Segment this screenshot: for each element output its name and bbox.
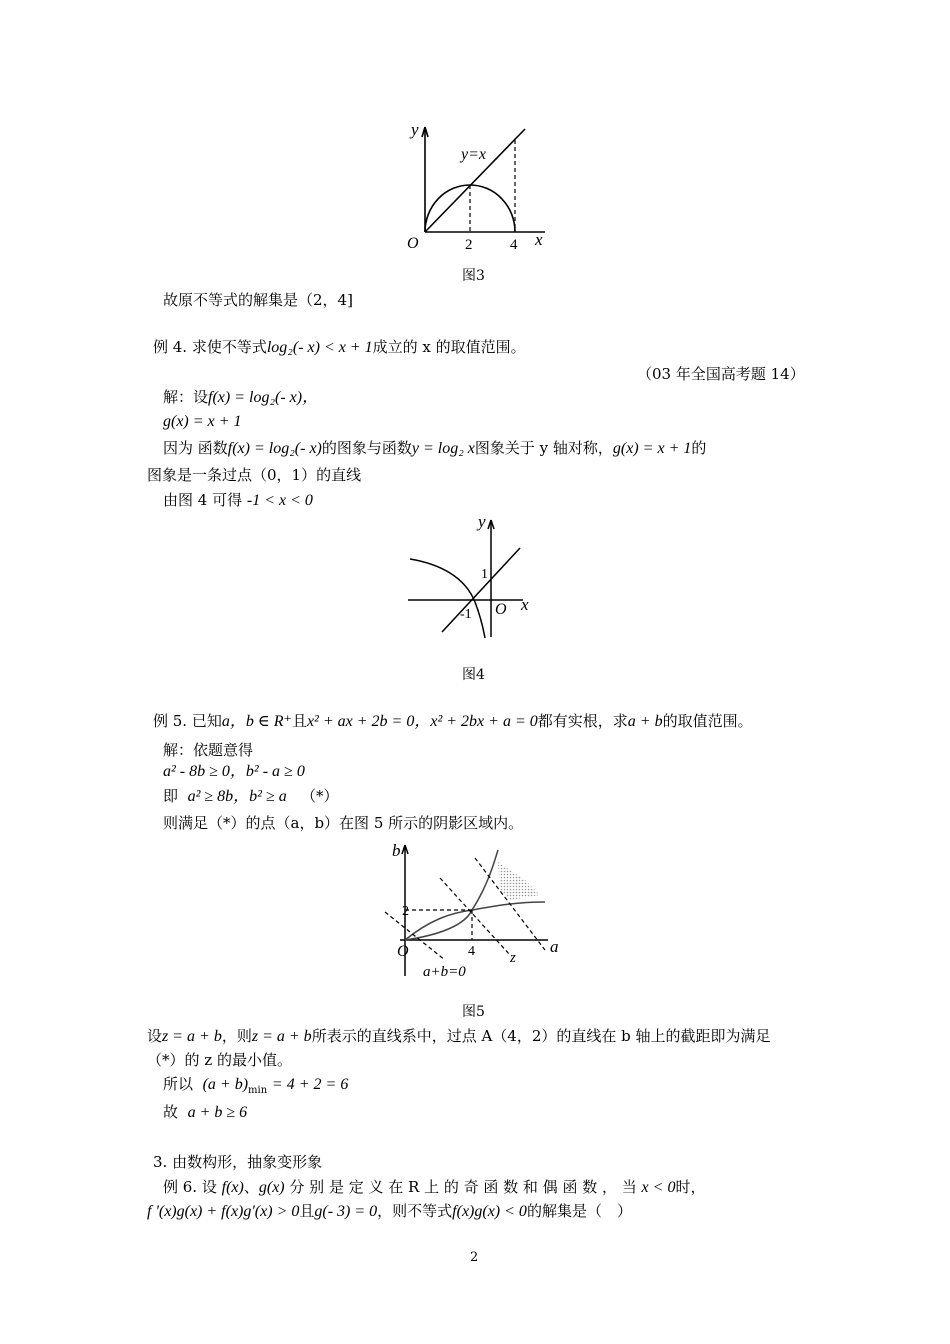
ex4-because-a: 因为 函数 <box>163 439 228 457</box>
fig4-origin: O <box>495 601 507 618</box>
fig5-tick-4: 4 <box>468 944 475 959</box>
ex5-prefix: 例 5. 已知 <box>153 712 222 730</box>
ex5-suffix-b: 的取值范围。 <box>662 712 753 730</box>
ex6-d: 且 <box>299 1202 315 1220</box>
ex4-sol-label: 解：设 <box>163 388 209 406</box>
z-para-z1: z = a + b <box>162 1028 222 1045</box>
page-number: 2 <box>470 1250 479 1265</box>
ex6-b: 分 别 是 定 义 在 R 上 的 奇 函 数 和 偶 函 数 ， 当 <box>289 1178 637 1196</box>
ex6-g3: g(- 3) = 0 <box>314 1203 378 1220</box>
solution-set-line: 故原不等式的解集是（2，4] <box>163 291 353 309</box>
ex4-solution-f <box>163 387 318 408</box>
ex5-eq2: x² + 2bx + a = 0 <box>430 713 538 730</box>
z-para-min-sub: min <box>248 1085 268 1096</box>
ex6-c: 时， <box>675 1178 706 1196</box>
z-para-line1 <box>147 1026 771 1047</box>
ex5-ji: 即 <box>163 787 179 805</box>
ex5-ab: a，b ∈ R⁺ <box>221 713 292 730</box>
example6-line1 <box>163 1177 705 1198</box>
fig3-x-label: x <box>535 230 543 249</box>
ex5-sol: 解：依题意得 <box>163 741 254 759</box>
ex4-because-d: 的 <box>691 439 707 457</box>
ex4-source: （03 年全国高考题 14） <box>637 365 805 383</box>
ex6-expr: f '(x)g(x) + f(x)g'(x) > 0 <box>147 1203 300 1220</box>
fig3-origin: O <box>407 235 419 252</box>
ex4-because-y: y = log₂ x <box>411 440 475 457</box>
fig5-origin: O <box>397 943 409 960</box>
figure4-caption: 图4 <box>462 667 485 683</box>
z-para-b: ，则 <box>221 1027 252 1045</box>
z-para-line2: （*）的 z 的最小值。 <box>147 1051 292 1069</box>
fig3-tick-2: 2 <box>465 237 473 253</box>
ex6-fx: f(x) <box>221 1179 244 1196</box>
fig5-a-label: a <box>550 937 559 956</box>
section3-heading: 3. 由数构形，抽象变形象 <box>153 1153 323 1171</box>
ex4-because-g: g(x) = x + 1 <box>612 440 692 457</box>
ex6-a: 例 6. 设 <box>163 1178 217 1196</box>
fig5-b-label: b <box>392 841 401 860</box>
ex4-because-b: 的图象与函数 <box>321 439 412 457</box>
ex6-gx: g(x) <box>258 1179 285 1196</box>
ex4-line2: 图象是一条过点（0，1）的直线 <box>147 466 362 484</box>
ex4-inequality: log₂(- x) < x + 1 <box>266 339 373 356</box>
figure-4 <box>405 512 545 647</box>
example6-line2 <box>147 1201 632 1222</box>
fig5-line-2 <box>440 878 510 955</box>
z-para-therefore: 故 <box>163 1103 179 1121</box>
z-para-min-expr: (a + b) <box>202 1076 249 1093</box>
ex6-f: 的解集是（ ） <box>526 1202 632 1220</box>
ex4-solution-g: g(x) = x + 1 <box>163 413 242 430</box>
ex5-eq1: x² + ax + 2b = 0， <box>306 713 431 730</box>
ex4-because-f: f(x) = log₂(- x) <box>227 440 322 457</box>
figure5-caption: 图5 <box>462 1004 485 1020</box>
fig4-one: 1 <box>481 567 488 582</box>
fig5-tick-2: 2 <box>402 904 409 919</box>
figure-5 <box>380 840 580 985</box>
ex5-suffix-a: 都有实根，求 <box>537 712 628 730</box>
z-para-z2: z = a + b <box>251 1028 312 1045</box>
figure-3 <box>395 115 555 260</box>
fig3-tick-4: 4 <box>510 237 518 253</box>
fig3-line-label: y=x <box>461 146 486 163</box>
fig5-curve-b2-eq-a <box>405 902 545 940</box>
ex4-suffix: 成立的 x 的取值范围。 <box>372 338 526 356</box>
fig4-minus-one: -1 <box>460 607 472 622</box>
ex5-cond: a² - 8b ≥ 0，b² - a ≥ 0 <box>163 763 305 780</box>
example4-statement <box>153 337 526 358</box>
z-para-min <box>163 1074 348 1101</box>
ex6-e: ，则不等式 <box>377 1202 453 1220</box>
z-para-c: 所表示的直线系中，过点 A（4，2）的直线在 b 轴上的截距即为满足 <box>311 1027 771 1045</box>
z-para-result <box>163 1102 247 1123</box>
ex6-sep: 、 <box>243 1178 259 1196</box>
ex5-then: 则满足（*）的点（a，b）在图 5 所示的阴影区域内。 <box>163 814 524 832</box>
ex5-and: 且 <box>291 712 307 730</box>
fig3-line-y-eq-x <box>425 129 525 232</box>
ex6-ineq: f(x)g(x) < 0 <box>452 1203 527 1220</box>
fig5-shaded-region <box>498 862 540 900</box>
fig5-line-label: a+b=0 <box>423 964 466 980</box>
z-para-min-val: = 4 + 2 = 6 <box>271 1076 349 1093</box>
ex4-sol-f: f(x) = log₂(- x)， <box>208 389 319 406</box>
z-para-so: 所以 <box>163 1075 194 1093</box>
ex4-prefix: 例 4. 求使不等式 <box>153 338 267 356</box>
ex4-conclusion-b: -1 < x < 0 <box>246 492 313 509</box>
ex5-apb: a + b <box>627 713 663 730</box>
z-para-a: 设 <box>147 1027 163 1045</box>
ex4-because-c: 图象关于 y 轴对称， <box>474 439 613 457</box>
fig3-y-label: y <box>411 120 419 139</box>
ex5-cond2-line <box>163 786 339 807</box>
ex6-cond: x < 0 <box>641 1179 676 1196</box>
ex4-because <box>163 438 706 459</box>
fig4-x-label: x <box>521 595 529 614</box>
ex5-cond2: a² ≥ 8b，b² ≥ a <box>187 788 287 805</box>
fig4-y-label: y <box>478 512 486 531</box>
ex5-star: （*） <box>301 787 339 805</box>
figure3-caption: 图3 <box>462 268 485 284</box>
fig5-z: z <box>510 950 516 966</box>
z-para-result-expr: a + b ≥ 6 <box>187 1104 248 1121</box>
ex4-conclusion <box>163 490 313 511</box>
fig5-line-1 <box>385 912 445 960</box>
ex4-conclusion-a: 由图 4 可得 <box>163 491 243 509</box>
example5-statement <box>153 711 753 732</box>
